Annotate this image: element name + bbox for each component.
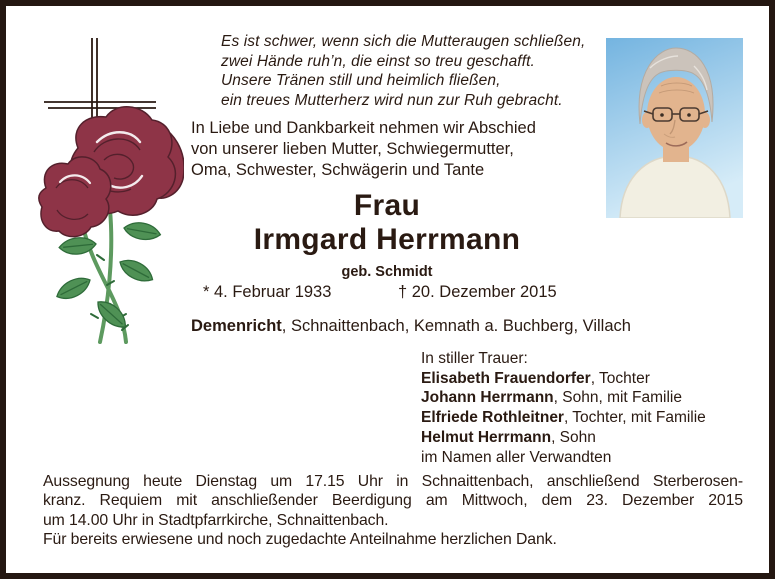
intro-line: In Liebe und Dankbarkeit nehmen wir Abschied	[191, 119, 536, 137]
salutation: Frau	[353, 189, 421, 222]
birth-date: * 4. Februar 1933	[203, 283, 332, 301]
home-place: Demenricht	[191, 317, 282, 335]
mourner-relation: , Sohn, mit Familie	[553, 389, 682, 407]
mourner-relation: , Tochter	[590, 369, 650, 387]
deceased-name: Irmgard Herrmann	[253, 223, 521, 256]
portrait-photo	[606, 38, 743, 218]
death-date: † 20. Dezember 2015	[398, 283, 557, 301]
mourners-block	[421, 349, 706, 467]
mourner-row	[421, 388, 706, 408]
poem-line: zwei Hände ruh’n, die einst so treu geschafft.	[221, 52, 535, 70]
mourner-row	[421, 369, 706, 389]
poem-line: Unsere Tränen still und heimlich fließen,	[221, 72, 501, 90]
notice-line: kranz. Requiem mit anschließender Beerdigung am Mittwoch, dem 23. Dezember 2015	[43, 492, 743, 510]
mourner-name: Helmut Herrmann	[421, 428, 552, 446]
rose-small	[39, 157, 111, 237]
mourner-name: Elfriede Rothleitner	[421, 409, 564, 427]
funeral-notice	[43, 472, 743, 549]
notice-line: Aussegnung heute Dienstag um 17.15 Uhr in Schnaittenbach, anschließend Sterberosen-	[43, 473, 743, 490]
mourner-name: Elisabeth Frauendorfer	[421, 369, 591, 387]
poem	[221, 32, 585, 110]
mourner-row	[421, 428, 706, 448]
intro-line: Oma, Schwester, Schwägerin und Tante	[191, 161, 485, 179]
mourners-heading: In stiller Trauer:	[421, 350, 528, 367]
mourners-closing: im Namen aller Verwandten	[421, 448, 612, 466]
intro-line: von unserer lieben Mutter, Schwiegermutter,	[191, 140, 514, 158]
notice-line: Für bereits erwiesene und noch zugedachte Anteilnahme herzlichen Dank.	[43, 530, 557, 548]
cross-and-roses-illustration	[34, 30, 184, 360]
mourner-name: Johann Herrmann	[421, 389, 554, 407]
mourner-relation: , Sohn	[551, 428, 596, 446]
poem-line: ein treues Mutterherz wird nun zur Ruh gebracht.	[221, 91, 563, 109]
deceased-block	[191, 189, 583, 280]
maiden-name: geb. Schmidt	[341, 264, 433, 280]
notice-line: um 14.00 Uhr in Stadtpfarrkirche, Schnaittenbach.	[43, 511, 389, 529]
poem-line: Es ist schwer, wenn sich die Mutteraugen schließen,	[221, 33, 586, 50]
other-places: , Schnaittenbach, Kemnath a. Buchberg, Villach	[281, 317, 631, 335]
mourner-row	[421, 408, 706, 428]
introduction	[191, 118, 536, 181]
places-line	[191, 317, 631, 336]
mourner-relation: , Tochter, mit Familie	[563, 409, 706, 427]
